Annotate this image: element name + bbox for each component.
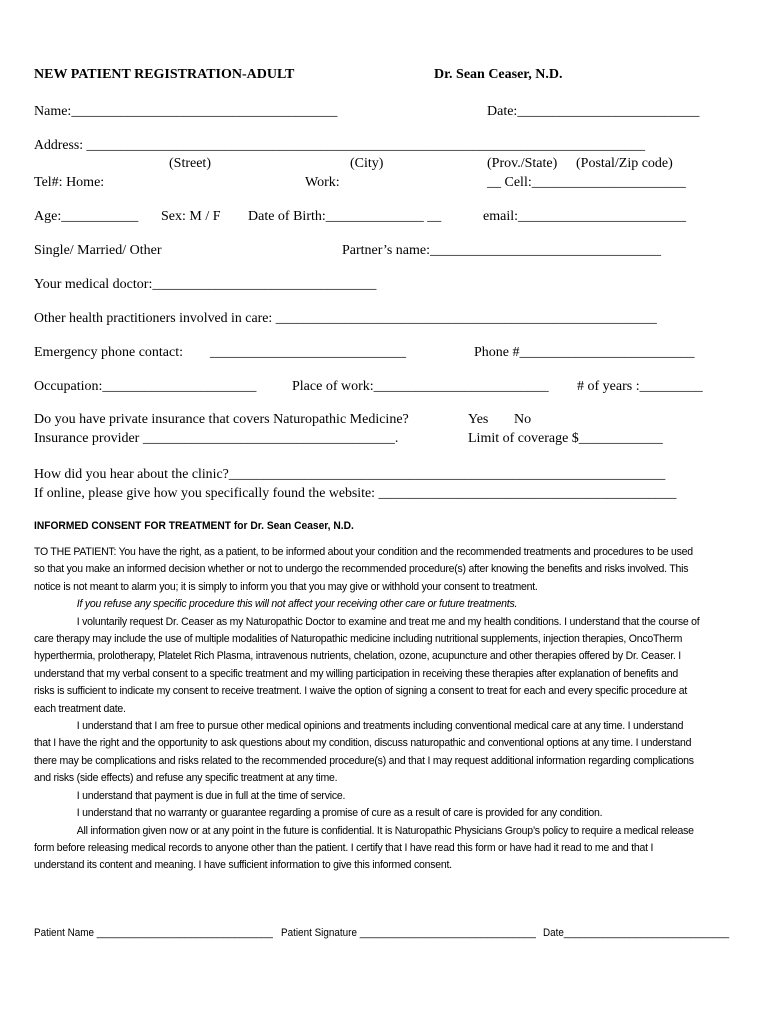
patient-name-field[interactable]: Patient Name ________________________________ — [34, 927, 273, 939]
insurance-question: Do you have private insurance that covers Naturopathic Medicine? — [34, 412, 409, 427]
consent-paragraph-payment: I understand that payment is due in full at the time of service. — [76, 789, 346, 802]
consent-paragraph-voluntary-request: I voluntarily request Dr. Ceaser as my Naturopathic Doctor to examine and treat me and my health conditions. I understand that the course of care therapy may include the use of multiple modalities of Naturopathic medicine including nutritional supplements, injection therapies, OncoTherm hyperthermia, prolotherapy, Platelet Rich Plasma, intravenous nutrients, chelation, ozone, acupuncture and other therapies offered by Dr. Ceaser. I understand that my verbal consent to a specific treatment and my willing participation in receiving these therapies after explanation of benefits and risks is sufficient to indicate my consent to receive treatment. I waive the option of signing a consent to treat for each and every specific procedure at each treatment date. — [34, 615, 700, 715]
insurance-no-option[interactable]: No — [514, 412, 532, 427]
other-practitioners-field[interactable]: Other health practitioners involved in care: _______________________________________________________ — [34, 311, 657, 326]
consent-paragraph-patient-rights: TO THE PATIENT: You have the right, as a patient, to be informed about your condition and the recommended treatments and procedures to be used so that you make an informed decision whether or not to undergo the recommended procedure(s) after knowing the benefits and risks involved. This notice is not meant to alarm you; it is simply to inform you that you may give or withhold your consent to treatment. — [34, 546, 693, 593]
date-field[interactable]: Date:__________________________ — [487, 104, 700, 119]
place-of-work-field[interactable]: Place of work:_________________________ — [292, 379, 549, 394]
name-field[interactable]: Name:______________________________________ — [34, 104, 338, 119]
age-field[interactable]: Age:___________ — [34, 209, 139, 224]
form-title: NEW PATIENT REGISTRATION-ADULT — [34, 67, 295, 82]
insurance-provider-field[interactable]: Insurance provider ____________________________________. — [34, 431, 399, 446]
prov-state-label: (Prov./State) — [487, 156, 558, 171]
partner-name-field[interactable]: Partner’s name:_________________________________ — [342, 243, 661, 258]
street-label: (Street) — [169, 156, 211, 171]
emergency-contact-field[interactable]: ____________________________ — [210, 345, 406, 360]
insurance-yes-option[interactable]: Yes — [468, 412, 489, 427]
postal-label: (Postal/Zip code) — [576, 156, 673, 171]
city-label: (City) — [350, 156, 384, 171]
consent-paragraph-refusal: If you refuse any specific procedure this will not affect your receiving other care or future treatments. — [76, 598, 518, 611]
consent-heading: INFORMED CONSENT FOR TREATMENT for Dr. Sean Ceaser, N.D. — [34, 520, 354, 532]
signature-date-field[interactable]: Date______________________________ — [543, 927, 730, 939]
work-phone-field[interactable]: Work: — [305, 175, 340, 190]
cell-field[interactable]: __ Cell:______________________ — [487, 175, 686, 190]
coverage-limit-field[interactable]: Limit of coverage $____________ — [468, 431, 663, 446]
consent-paragraph-confidentiality: All information given now or at any point in the future is confidential. It is Naturopathic Physicians Group’s policy to require a medical release form before releasing medical records to anyone other than the patient. I certify that I have read this form or have had it read to me and that I understand its content and meaning. I have sufficient information to give this informed consent. — [34, 824, 694, 872]
address-field[interactable]: Address: _________________________________________________________________________________ — [34, 138, 645, 153]
website-source-field[interactable]: If online, please give how you specifically found the website: ___________________________________________ — [34, 486, 677, 501]
marital-status-field[interactable]: Single/ Married/ Other — [34, 243, 162, 258]
medical-doctor-field[interactable]: Your medical doctor:________________________________ — [34, 277, 377, 292]
referral-source-field[interactable]: How did you hear about the clinic?_______________________________________________________________ — [34, 467, 666, 482]
date-of-birth-field[interactable]: Date of Birth:______________ __ — [248, 209, 442, 224]
consent-paragraph-no-warranty: I understand that no warranty or guarantee regarding a promise of cure as a result of care is provided for any condition. — [76, 807, 603, 820]
sex-field[interactable]: Sex: M / F — [161, 209, 221, 224]
occupation-field[interactable]: Occupation:______________________ — [34, 379, 257, 394]
patient-signature-field[interactable]: Patient Signature ________________________________ — [281, 927, 536, 939]
email-field[interactable]: email:________________________ — [483, 209, 686, 224]
years-field[interactable]: # of years :_________ — [577, 379, 703, 394]
tel-home-field[interactable]: Tel#: Home: — [34, 175, 105, 190]
doctor-name: Dr. Sean Ceaser, N.D. — [434, 67, 563, 82]
phone-field[interactable]: Phone #_________________________ — [474, 345, 695, 360]
consent-paragraph-other-opinions: I understand that I am free to pursue other medical opinions and treatments including conventional medical care at any time. I understand that I have the right and the opportunity to ask questions about my condition, discuss naturopathic and conventional options at any time. I understand there may be complications and risks related to the recommended procedure(s) and that I may request additional information regarding complications and risks (side effects) and refuse any specific treatment at any time. — [34, 720, 694, 785]
emergency-contact-label: Emergency phone contact: — [34, 345, 184, 360]
consent-body — [34, 544, 700, 875]
